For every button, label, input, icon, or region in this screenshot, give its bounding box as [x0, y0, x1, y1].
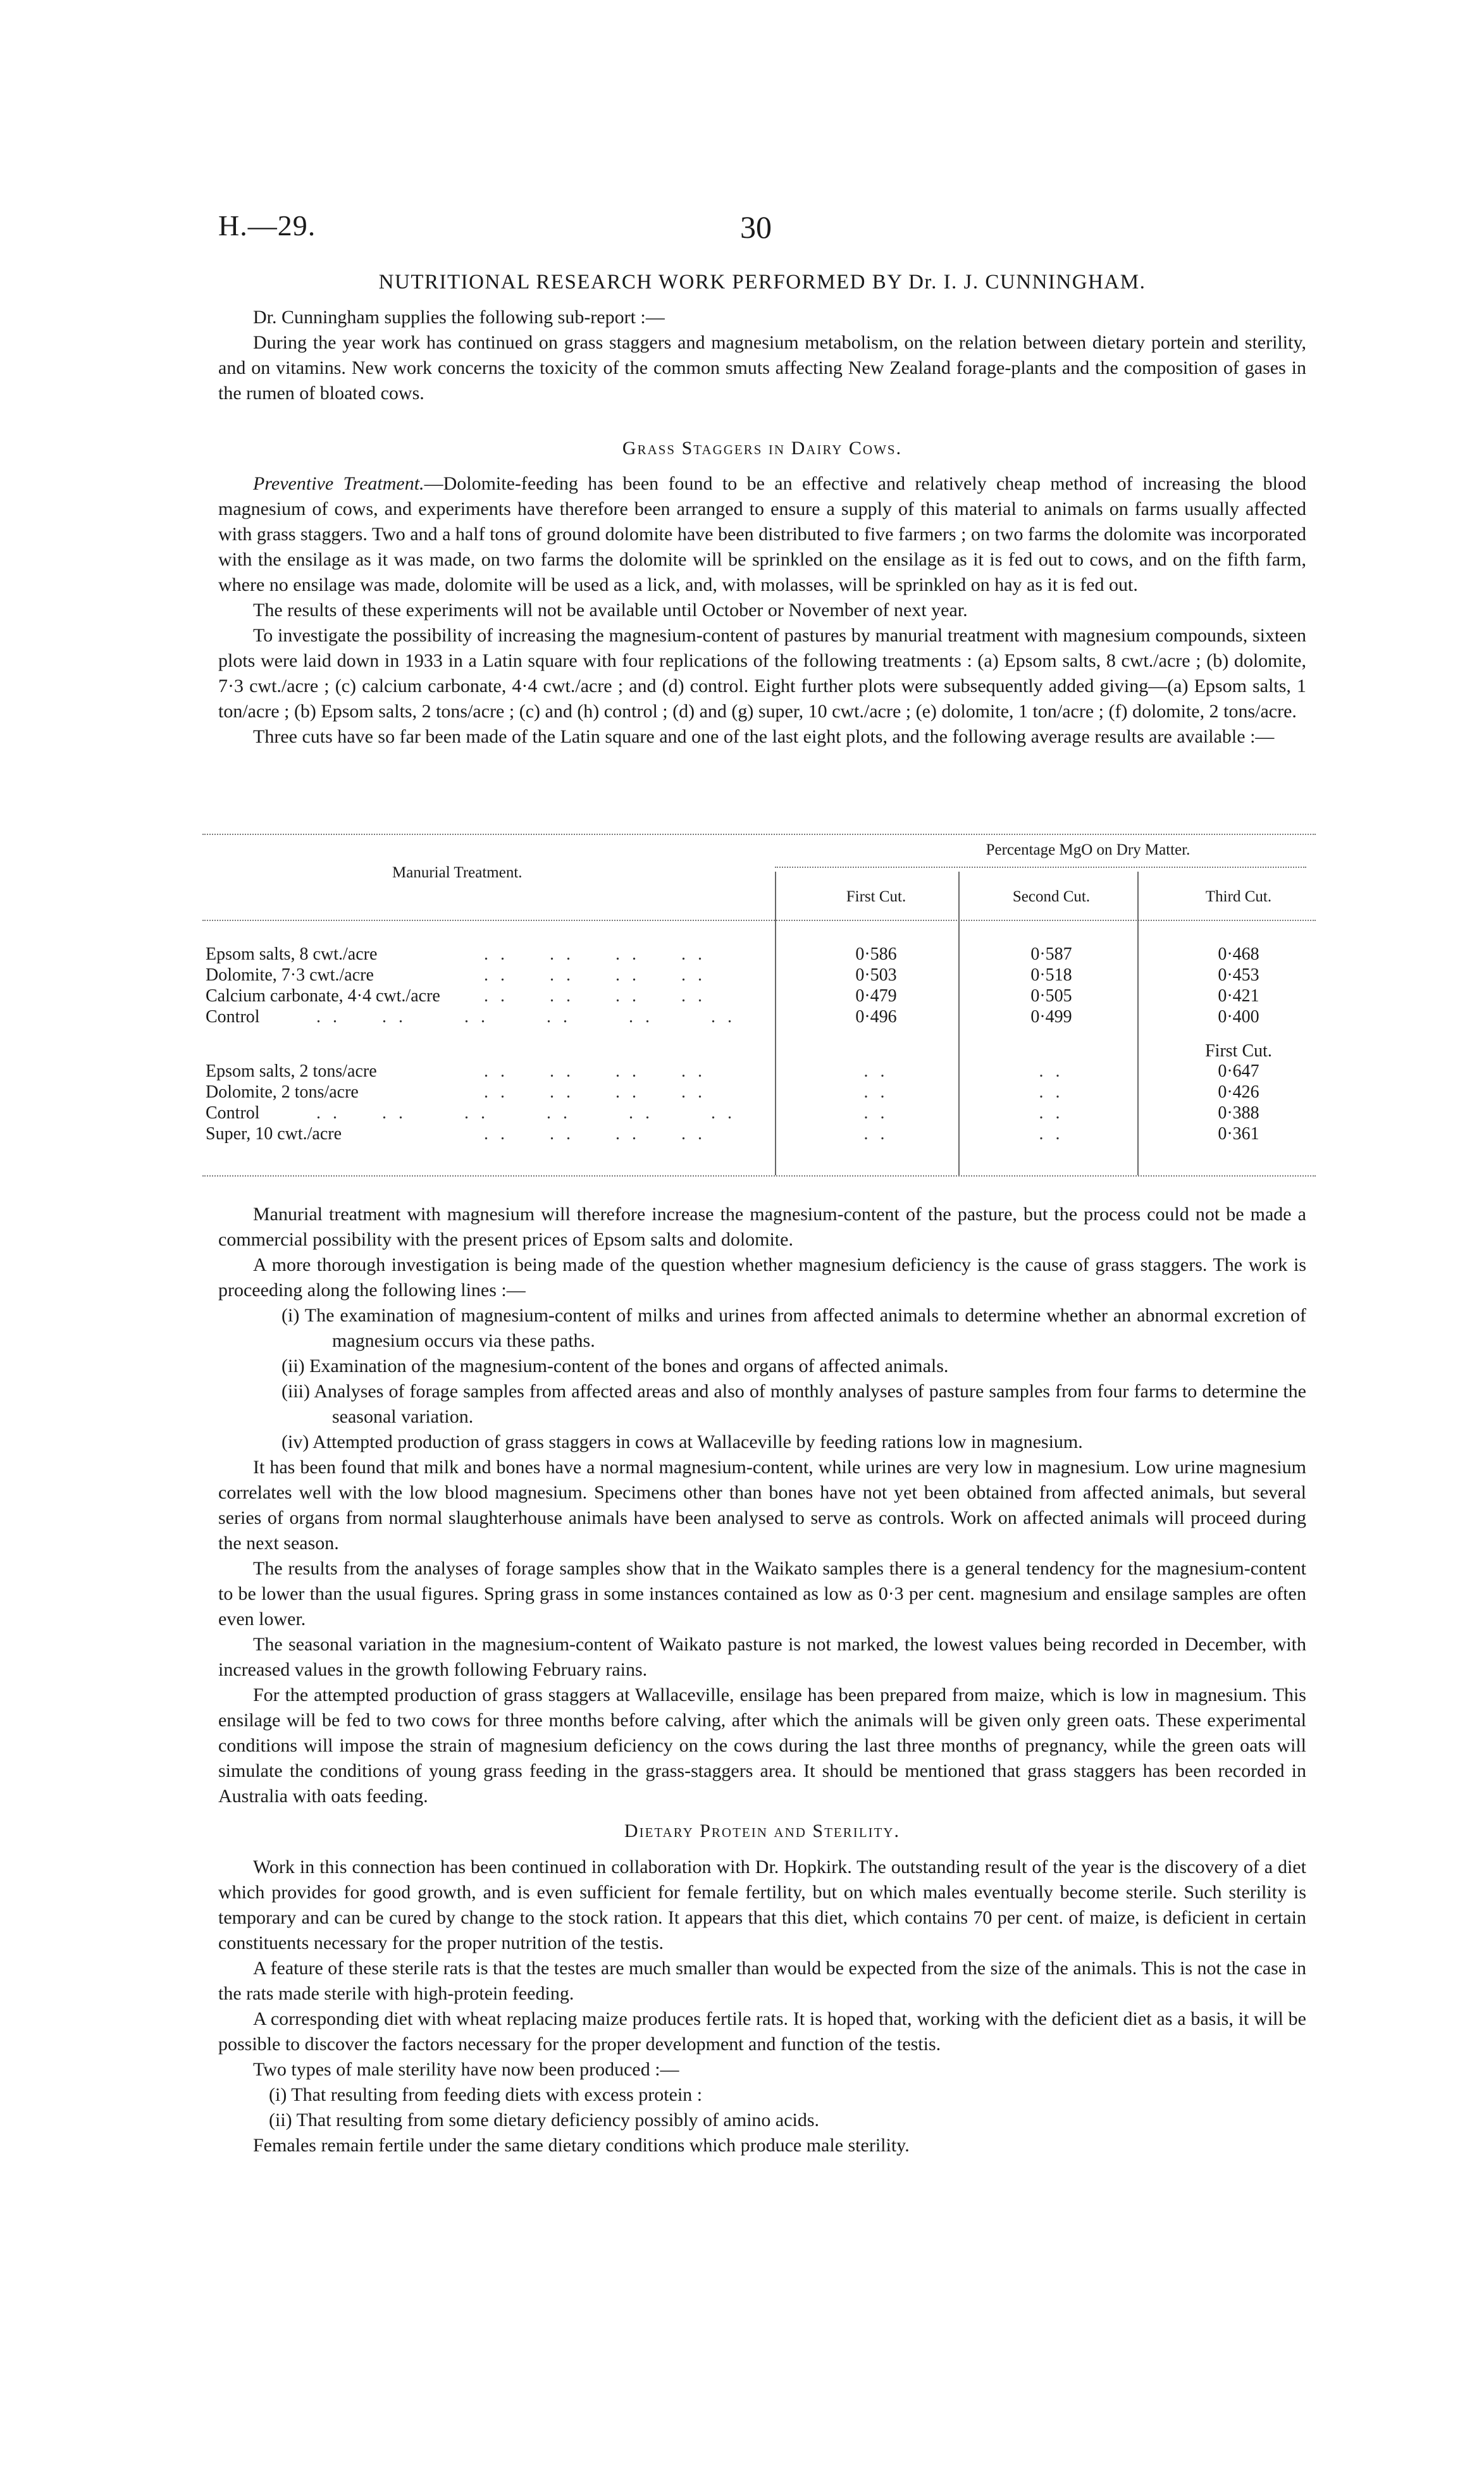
report-reference: H.—29. [218, 209, 316, 242]
after-table-block [218, 1202, 1306, 1809]
paragraph: It has been found that milk and bones have a normal magnesium-content, while urines are very low in magnesium. Low urine magnesium correlates well with the low blood magnesium. Specimens other than bones have not yet been obtained from affected animals, but several series of organs from normal slaughterhouse animals have been analysed to serve as controls. Work on affected animals will proceed during the next season. [218, 1457, 1306, 1554]
second-cut-value: 0·505 [1030, 986, 1072, 1006]
mgo-results-table [202, 834, 1316, 1188]
list-item: (iv) Attempted production of grass staggers in cows at Wallaceville by feeding rations low in magnesium. [281, 1431, 1083, 1452]
first-cut-value: 0·586 [855, 944, 897, 964]
first-cut-value: 0·426 [1218, 1082, 1259, 1102]
empty-cell-dots: . . [863, 1082, 889, 1102]
leader-dots: . . . . . . . . . . . . [316, 1007, 736, 1027]
leader-dots: . . . . . . . . [484, 986, 706, 1006]
second-cut-value: 0·587 [1030, 944, 1072, 964]
dietary-protein-block [218, 1855, 1306, 2158]
first-cut-value: 0·496 [855, 1007, 897, 1027]
column-divider [1137, 872, 1139, 1175]
row-treatment: Epsom salts, 8 cwt./acre [206, 944, 378, 964]
section-heading-dietary-protein: Dietary Protein and Sterility. [624, 1821, 901, 1841]
group-header-rule [775, 867, 1306, 868]
paragraph: The results from the analyses of forage samples show that in the Waikato samples there is a general tendency for the magnesium-content to be lower than the usual figures. Spring grass in some instances contained as low as 0·3 per cent. magnesium and ensilage samples are often even lower. [218, 1558, 1306, 1629]
empty-cell-dots: . . [863, 1061, 889, 1081]
list-item: (ii) Examination of the magnesium-content of the bones and organs of affected animals. [281, 1356, 949, 1376]
section-heading-grass-staggers: Grass Staggers in Dairy Cows. [622, 438, 903, 459]
leader-dots: . . . . . . . . [484, 1061, 706, 1081]
intro-paragraph: During the year work has continued on grass staggers and magnesium metabolism, on the relation between dietary portein and sterility, and on vitamins. New work concerns the toxicity of the common smuts affecting New Zealand forage-plants and the composition of gases in the rumen of bloated cows. [218, 332, 1306, 404]
third-cut-value: 0·468 [1218, 944, 1259, 964]
column-divider [775, 872, 776, 1175]
third-cut-value: 0·421 [1218, 986, 1259, 1006]
paragraph: Two types of male sterility have now been produced :— [253, 2059, 679, 2080]
list-item: (ii) That resulting from some dietary deficiency possibly of amino acids. [269, 2110, 820, 2130]
table-bottom-rule [202, 1175, 1316, 1177]
row-treatment: Control [206, 1007, 260, 1027]
first-cut-value: 0·647 [1218, 1061, 1259, 1081]
empty-cell-dots: . . [1039, 1082, 1064, 1102]
column-divider [958, 872, 960, 1175]
row-treatment: Epsom salts, 2 tons/acre [206, 1061, 377, 1081]
paragraph: The seasonal variation in the magnesium-content of Waikato pasture is not marked, the lowest values being recorded in December, with increased values in the growth following February rains. [218, 1634, 1306, 1680]
col-header-second-cut: Second Cut. [1012, 888, 1091, 905]
col-header-treatment: Manurial Treatment. [392, 864, 522, 881]
table-top-rule [202, 834, 1316, 835]
paragraph [218, 471, 1306, 598]
sterility-types [218, 2082, 1306, 2133]
list-item: (i) The examination of magnesium-content of milks and urines from affected animals to determine whether an abnormal excretion of magnesium occurs via these paths. [281, 1305, 1306, 1351]
leader-dots: . . . . . . . . [484, 1082, 706, 1102]
leader-dots: . . . . . . . . [484, 965, 706, 985]
first-cut-value: 0·388 [1218, 1103, 1259, 1123]
paragraph-body: —Dolomite-feeding has been found to be an effective and relatively cheap method of increasing the blood magnesium of cows, and experiments have therefore been arranged to ensure a supply of this material to animals on farms usually affected with grass staggers. Two and a half tons of ground dolomite have been distributed to five farmers ; on two farms the dolomite was incorporated with the ensilage as it was made, on two farms the dolomite will be sprinkled on the ensilage as it is fed out to cows, and on the fifth farm, where no ensilage was made, dolomite will be used as a lick, and, with molasses, will be sprinkled on hay as it is fed out. [218, 473, 1306, 595]
row-treatment: Control [206, 1103, 260, 1123]
paragraph: The results of these experiments will not be available until October or November of next year. [253, 600, 968, 621]
paragraph: Manurial treatment with magnesium will therefore increase the magnesium-content of the pasture, but the process could not be made a commercial possibility with the present prices of Epsom salts and dolomite. [218, 1204, 1306, 1250]
empty-cell-dots: . . [1039, 1061, 1064, 1081]
row-treatment: Calcium carbonate, 4·4 cwt./acre [206, 986, 440, 1006]
paragraph: A corresponding diet with wheat replacing maize produces fertile rats. It is hoped that, working with the deficient diet as a basis, it will be possible to discover the factors necessary for the proper development and function of the testis. [218, 2008, 1306, 2055]
group-header-mgo: Percentage MgO on Dry Matter. [986, 841, 1190, 858]
paragraph: Three cuts have so far been made of the Latin square and one of the last eight plots, and the following average results are available :— [253, 726, 1275, 747]
row-treatment: Dolomite, 7·3 cwt./acre [206, 965, 374, 985]
third-cut-value: 0·400 [1218, 1007, 1259, 1027]
page-number: 30 [740, 209, 772, 245]
grass-staggers-block [218, 471, 1306, 750]
paragraph: Females remain fertile under the same dietary conditions which produce male sterility. [253, 2135, 910, 2156]
first-cut-value: 0·361 [1218, 1124, 1259, 1144]
paragraph: A more thorough investigation is being made of the question whether magnesium deficiency is the cause of grass staggers. The work is proceeding along the following lines :— [218, 1254, 1306, 1301]
col-header-first-cut: First Cut. [846, 888, 906, 905]
paragraph: Work in this connection has been continued in collaboration with Dr. Hopkirk. The outstanding result of the year is the discovery of a diet which provides for good growth, and is even sufficient for female fertility, but on which males eventually become sterile. Such sterility is temporary and can be cured by change to the stock ration. It appears that this diet, which contains 70 per cent. of maize, is deficient in certain constituents necessary for the proper nutrition of the testis. [218, 1857, 1306, 1953]
intro-block [218, 305, 1306, 406]
paragraph: For the attempted production of grass staggers at Wallaceville, ensilage has been prepared from maize, which is low in magnesium. This ensilage will be fed to two cows for three months before calving, after which the animals will be given only green oats. These experimental conditions will impose the strain of magnesium deficiency on the cows during the last three months of pregnancy, while the green oats will simulate the conditions of young grass feeding in the grass-staggers area. It should be mentioned that grass staggers has been recorded in Australia with oats feeding. [218, 1685, 1306, 1807]
intro-paragraph: Dr. Cunningham supplies the following sub-report :— [253, 307, 665, 328]
leader-dots: . . . . . . . . [484, 1124, 706, 1144]
row-treatment: Dolomite, 2 tons/acre [206, 1082, 359, 1102]
empty-cell-dots: . . [1039, 1103, 1064, 1123]
paragraph: To investigate the possibility of increasing the magnesium-content of pastures by manurial treatment with magnesium compounds, sixteen plots were laid down in 1933 in a Latin square with four replications of the following treatments : (a) Epsom salts, 8 cwt./acre ; (b) dolomite, 7·3 cwt./acre ; (c) calcium carbonate, 4·4 cwt./acre ; and (d) control. Eight further plots were subsequently added giving—(a) Epsom salts, 1 ton/acre ; (b) Epsom salts, 2 tons/acre ; (c) and (h) control ; (d) and (g) super, 10 cwt./acre ; (e) dolomite, 1 ton/acre ; (f) dolomite, 2 tons/acre. [218, 625, 1306, 722]
investigation-lines [218, 1303, 1306, 1455]
paragraph: A feature of these sterile rats is that the testes are much smaller than would be expected from the size of the animals. This is not the case in the rats made sterile with high-protein feeding. [218, 1958, 1306, 2004]
list-item: (i) That resulting from feeding diets with excess protein : [269, 2084, 703, 2105]
sub-header-first-cut: First Cut. [1205, 1041, 1272, 1061]
second-cut-value: 0·499 [1030, 1007, 1072, 1027]
first-cut-value: 0·479 [855, 986, 897, 1006]
leader-dots: . . . . . . . . [484, 944, 706, 964]
col-header-third-cut: Third Cut. [1205, 888, 1272, 905]
header-bottom-rule [202, 920, 1316, 921]
first-cut-value: 0·503 [855, 965, 897, 985]
empty-cell-dots: . . [863, 1124, 889, 1144]
empty-cell-dots: . . [1039, 1124, 1064, 1144]
empty-cell-dots: . . [863, 1103, 889, 1123]
third-cut-value: 0·453 [1218, 965, 1259, 985]
second-cut-value: 0·518 [1030, 965, 1072, 985]
row-treatment: Super, 10 cwt./acre [206, 1124, 342, 1144]
paragraph-lead: Preventive Treatment. [253, 473, 424, 494]
page-title: NUTRITIONAL RESEARCH WORK PERFORMED BY Dr. I. J. CUNNINGHAM. [378, 271, 1146, 294]
list-item: (iii) Analyses of forage samples from affected areas and also of monthly analyses of pasture samples from four farms to determine the seasonal variation. [281, 1381, 1306, 1427]
leader-dots: . . . . . . . . . . . . [316, 1103, 736, 1123]
